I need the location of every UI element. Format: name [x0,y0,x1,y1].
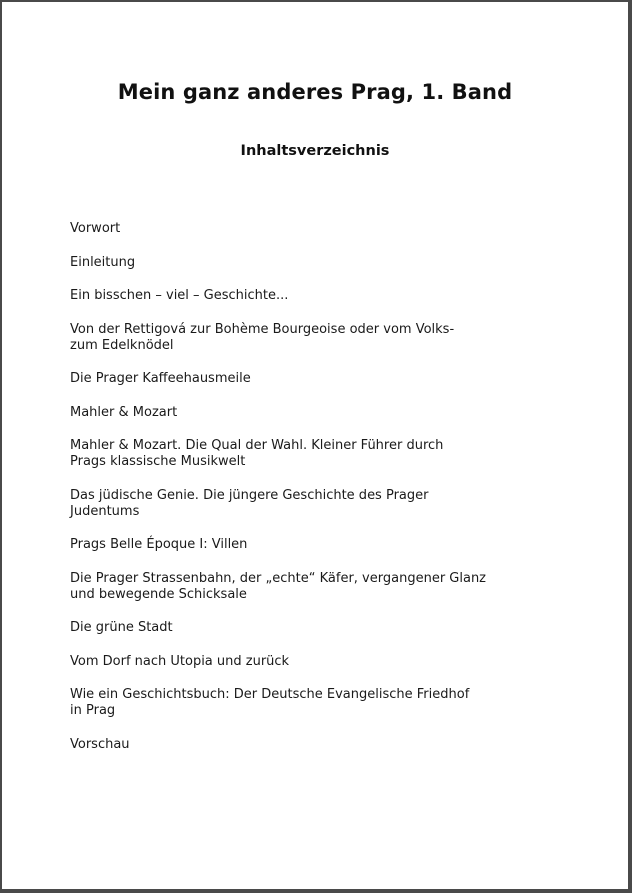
table-of-contents-heading: Inhaltsverzeichnis [240,143,390,159]
toc-entry-musikwelt: Mahler & Mozart. Die Qual der Wahl. Kleiner Führer durch Prags klassische Musikwelt [70,438,444,469]
toc-entry-utopia: Vom Dorf nach Utopia und zurück [70,653,290,669]
toc-entry-einleitung: Einleitung [70,254,136,270]
toc-entry-geschichte: Ein bisschen – viel – Geschichte... [70,288,289,303]
toc-entry-friedhof: Wie ein Geschichtsbuch: Der Deutsche Evangelische Friedhof in Prag [70,687,470,718]
toc-entry-mahler-mozart: Mahler & Mozart [70,404,178,420]
toc-entry-vorschau: Vorschau [70,736,130,752]
document-title: Mein ganz anderes Prag, 1. Band [117,80,513,104]
table-of-contents [70,221,510,770]
toc-entry-strassenbahn: Die Prager Strassenbahn, der „echte“ Käfer, vergangener Glanz und bewegende Schicksale [70,570,487,602]
toc-entry-belle-epoque: Prags Belle Époque I: Villen [70,537,248,552]
toc-entry-juedisches-genie: Das jüdische Genie. Die jüngere Geschichte des Prager Judentums [70,487,429,519]
toc-entry-rettigova: Von der Rettigová zur Bohème Bourgeoise oder vom Volks- zum Edelknödel [70,321,455,353]
toc-entry-vorwort: Vorwort [70,221,121,236]
toc-entry-kaffeehausmeile: Die Prager Kaffeehausmeile [70,371,251,386]
toc-entry-gruene-stadt: Die grüne Stadt [70,620,173,635]
